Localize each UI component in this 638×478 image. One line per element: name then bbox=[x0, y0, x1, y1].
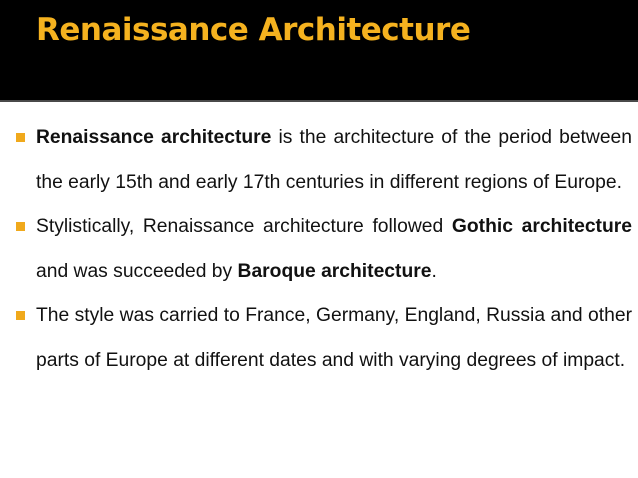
bullet-item bbox=[12, 116, 632, 205]
title-bar bbox=[0, 0, 638, 100]
bullet-item bbox=[12, 205, 632, 294]
square-bullet-icon bbox=[16, 222, 25, 231]
bullet-bold-text: Renaissance architecture bbox=[36, 127, 272, 148]
bullet-list bbox=[12, 116, 632, 383]
bullet-bold-text: Baroque architecture bbox=[237, 260, 432, 282]
bullet-text: and was succeeded by bbox=[36, 260, 238, 282]
bullet-item bbox=[12, 294, 632, 383]
bullet-text: The style was carried to France, Germany, England, Russia and other parts of Europe at different dates and with varying degrees of impact. bbox=[36, 305, 632, 371]
bullet-text: is the architecture of the period between the early 15th and early 17th centuries in different regions of Europe. bbox=[36, 127, 632, 193]
square-bullet-icon bbox=[16, 133, 25, 142]
square-bullet-icon bbox=[16, 311, 25, 320]
bullet-bold-text: Gothic architecture bbox=[451, 216, 632, 237]
bullet-text: Stylistically, Renaissance architecture followed bbox=[36, 216, 452, 237]
slide-body bbox=[0, 102, 638, 478]
slide-title: Renaissance Architecture bbox=[36, 12, 471, 48]
bullet-text: . bbox=[431, 260, 437, 282]
